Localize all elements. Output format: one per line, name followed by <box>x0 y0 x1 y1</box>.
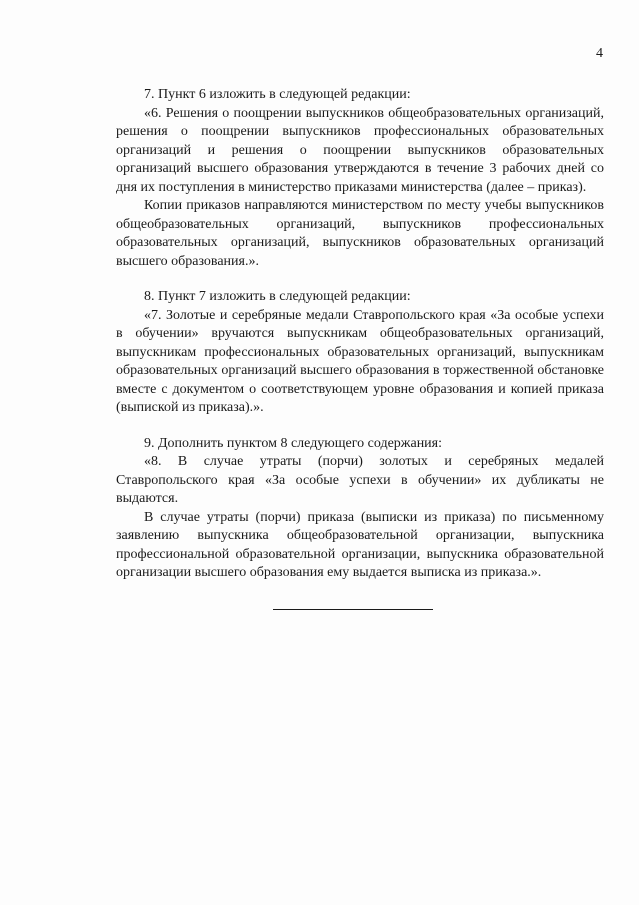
section-paragraph: Копии приказов направляются министерством по месту учебы выпускников общеобразовательных организаций, выпускников профессиональных образовательных организаций, выпускников образовательных организаций высшего образования.». <box>116 198 604 269</box>
section-paragraph: «8. В случае утраты (порчи) золотых и серебряных медалей Ставропольского края «За особые успехи в обучении» их дубликаты не выдаются. <box>116 454 604 506</box>
section-heading: 9. Дополнить пунктом 8 следующего содержания: <box>144 435 443 451</box>
section-heading: 8. Пункт 7 изложить в следующей редакции: <box>144 289 411 304</box>
section-paragraph: «7. Золотые и серебряные медали Ставропольского края «За особые успехи в обучении» вручаются выпускникам общеобразовательных организаций, выпускникам профессиональных образовательных организаций, выпускникам образовательных организаций высшего образования в торжественной обстановке вместе с документом о соответствующем уровне образования и копией приказа (выпиской из приказа).». <box>116 307 604 415</box>
section-paragraph: В случае утраты (порчи) приказа (выписки из приказа) по письменному заявлению выпускника общеобразовательной организации, выпускника профессиональной образовательной организации, выпускника образовательной организации высшего образования ему выдается выписка из приказа.». <box>116 509 604 580</box>
section-heading: 7. Пункт 6 изложить в следующей редакции: <box>144 87 411 102</box>
section-item-7 <box>116 86 604 271</box>
document-body <box>116 86 604 600</box>
section-item-8 <box>116 288 604 418</box>
end-divider-line <box>273 609 433 610</box>
section-paragraph: «6. Решения о поощрении выпускников общеобразовательных организаций, решения о поощрении выпускников профессиональных образовательных организаций и решения о поощрении выпускников образовательных организаций высшего образования утверждаются в течение 3 рабочих дней со дня их поступления в министерство приказами министерства (далее – приказ). <box>116 105 604 195</box>
page-number: 4 <box>596 46 603 61</box>
section-item-9 <box>116 435 604 583</box>
